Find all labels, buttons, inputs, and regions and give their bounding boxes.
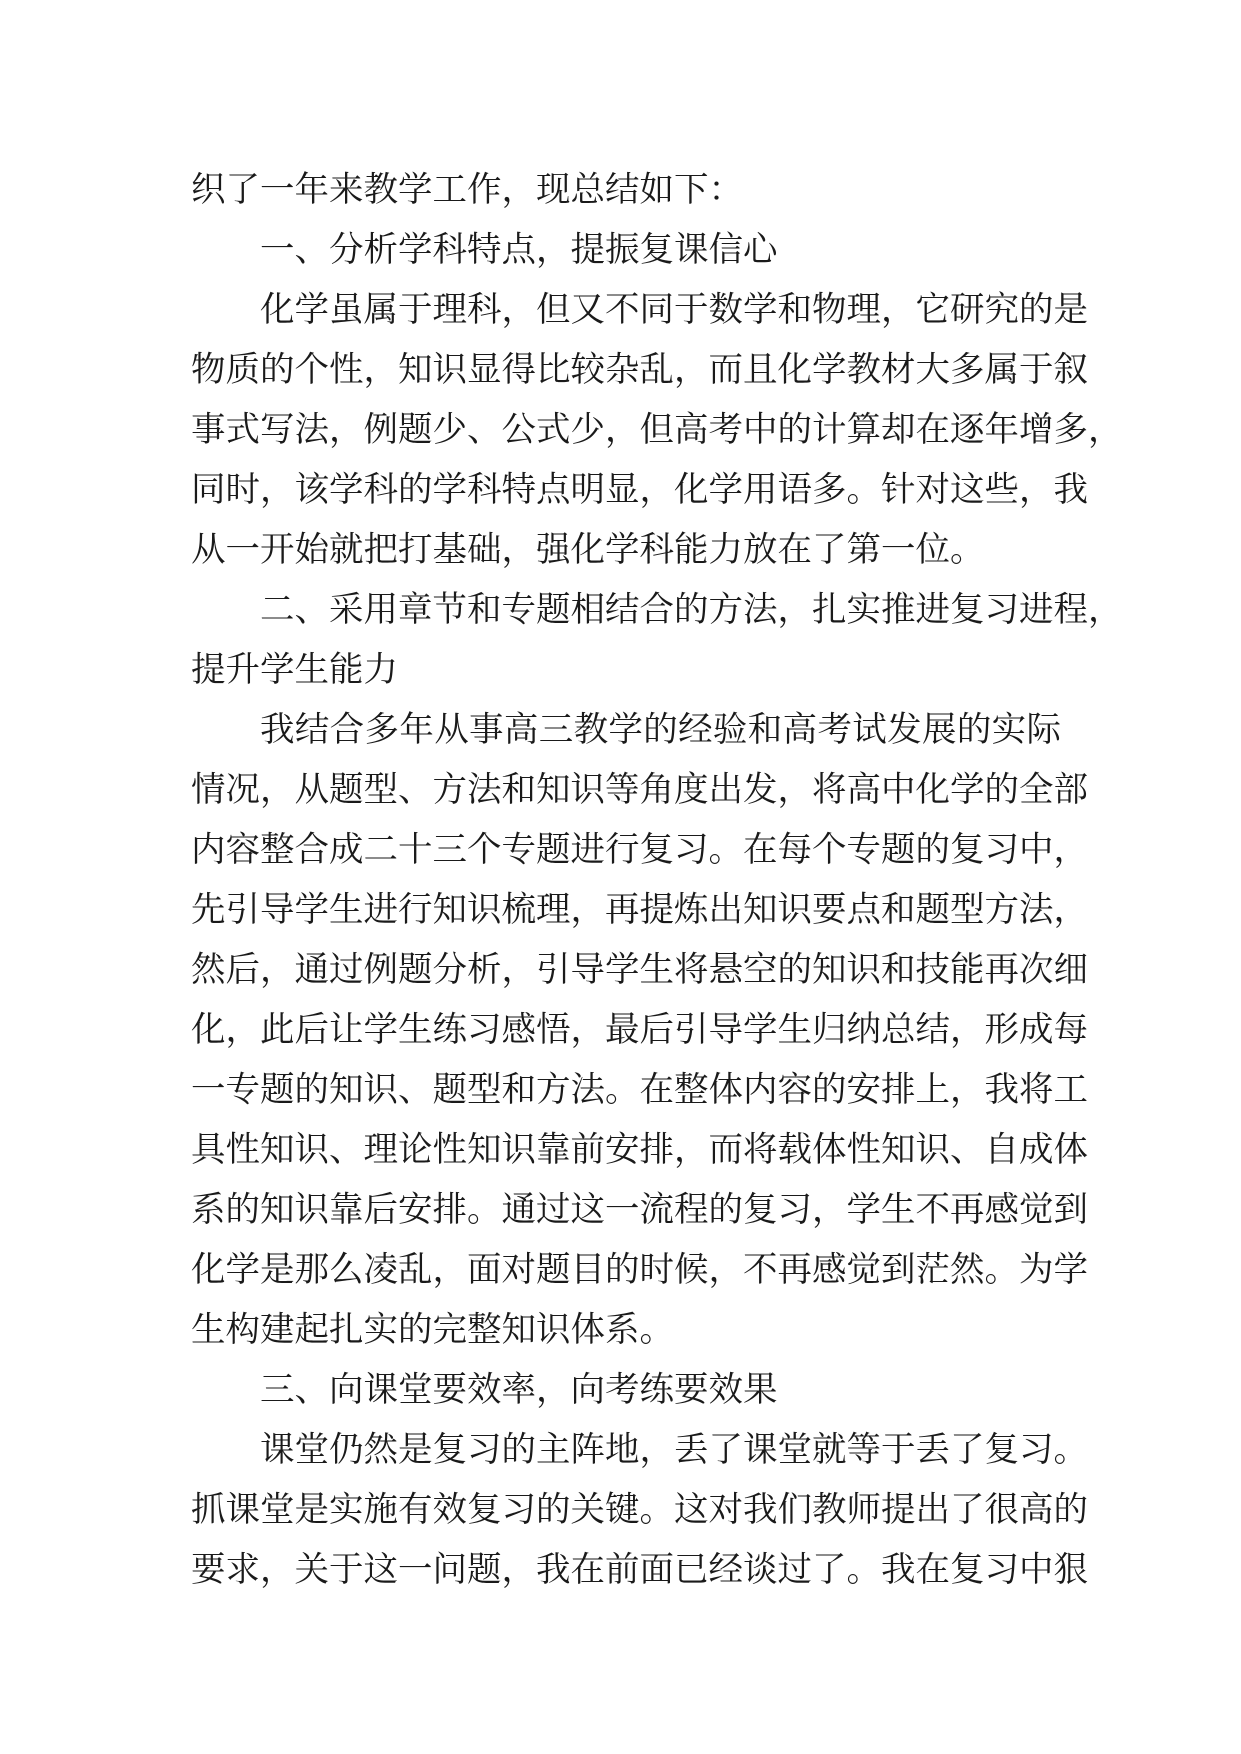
text-line: 一专题的知识、题型和方法。在整体内容的安排上，我将工: [191, 1070, 1088, 1110]
text-line: 化，此后让学生练习感悟，最后引导学生归纳总结，形成每: [191, 1010, 1088, 1050]
text-line: 课堂仍然是复习的主阵地，丢了课堂就等于丢了复习。: [260, 1430, 1088, 1470]
text-line: 抓课堂是实施有效复习的关键。这对我们教师提出了很高的: [191, 1490, 1088, 1530]
text-line: 同时，该学科的学科特点明显，化学用语多。针对这些，我: [191, 470, 1088, 510]
text-line: 内容整合成二十三个专题进行复习。在每个专题的复习中，: [191, 830, 1088, 870]
text-line: 然后，通过例题分析，引导学生将悬空的知识和技能再次细: [191, 950, 1088, 990]
text-line: 具性知识、理论性知识靠前安排，而将载体性知识、自成体: [191, 1130, 1088, 1170]
text-line: 我结合多年从事高三教学的经验和高考试发展的实际: [260, 710, 1061, 750]
text-line: 先引导学生进行知识梳理，再提炼出知识要点和题型方法，: [191, 890, 1088, 930]
text-line: 生构建起扎实的完整知识体系。: [191, 1310, 674, 1350]
section-heading: 三、向课堂要效率，向考练要效果: [260, 1370, 778, 1410]
text-line: 物质的个性，知识显得比较杂乱，而且化学教材大多属于叙: [191, 350, 1088, 390]
text-line: 化学虽属于理科，但又不同于数学和物理，它研究的是: [260, 290, 1088, 330]
section-heading: 一、分析学科特点，提振复课信心: [260, 230, 778, 270]
section-heading: 二、采用章节和专题相结合的方法，扎实推进复习进程，: [260, 590, 1123, 630]
section-heading-continued: 提升学生能力: [191, 650, 398, 690]
text-line: 织了一年来教学工作，现总结如下：: [191, 170, 743, 210]
text-line: 情况，从题型、方法和知识等角度出发，将高中化学的全部: [191, 770, 1088, 810]
text-line: 化学是那么凌乱，面对题目的时候，不再感觉到茫然。为学: [191, 1250, 1088, 1290]
text-line: 事式写法，例题少、公式少，但高考中的计算却在逐年增多，: [191, 410, 1123, 450]
text-line: 要求，关于这一问题，我在前面已经谈过了。我在复习中狠: [191, 1550, 1088, 1590]
text-line: 从一开始就把打基础，强化学科能力放在了第一位。: [191, 530, 985, 570]
document-body: [191, 160, 1123, 1600]
text-line: 系的知识靠后安排。通过这一流程的复习，学生不再感觉到: [191, 1190, 1088, 1230]
